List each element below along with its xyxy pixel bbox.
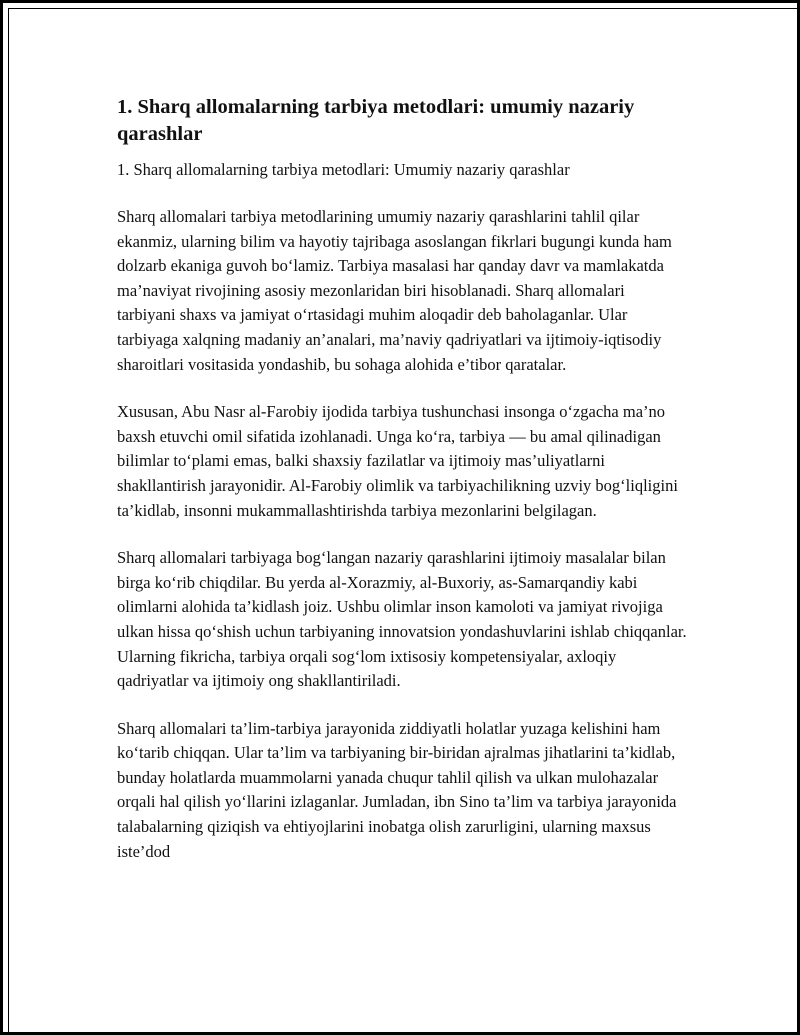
document-body xyxy=(117,94,687,864)
document-heading: 1. Sharq allomalarning tarbiya metodlari: umumiy nazariy qarashlar xyxy=(117,96,635,145)
paragraph-4: Sharq allomalari ta’lim-tarbiya jarayonida ziddiyatli holatlar yuzaga kelishini ham ko‘tarib chiqqan. Ular ta’lim va tarbiyaning bir-biridan ajralmas jihatlarini ta’kidlab, bunday holatlarda muammolarni yanada chuqur tahlil qilish va ulkan mulohazalar orqali hal qilish yo‘llarini izlaganlar. Jumladan, ibn Sino ta’lim va tarbiya jarayonida talabalarning qiziqish va ehtiyojlarini inobatga olish zarurligini, ularning maxsus iste’dod xyxy=(117,718,677,861)
paragraph-2: Xususan, Abu Nasr al-Farobiy ijodida tarbiya tushunchasi insonga o‘zgacha ma’no baxsh etuvchi omil sifatida izohlanadi. Unga ko‘ra, tarbiya — bu amal qilinadigan bilimlar to‘plami emas, balki shaxsiy fazilatlar va ijtimoiy mas’uliyatlarni shakllantirish jarayonidir. Al-Farobiy olimlik va tarbiyachilikning uzviy bog‘liqligini ta’kidlab, insonni mukammallashtirishda tarbiya mezonlarini belgilagan. xyxy=(117,402,678,520)
paragraph-1: Sharq allomalari tarbiya metodlarining umumiy nazariy qarashlarini tahlil qilar ekanmiz, ularning bilim va hayotiy tajribaga asoslangan fikrlari bugungi kunda ham dolzarb ekaniga guvoh bo‘lamiz. Tarbiya masalasi har qanday davr va mamlakatda ma’naviyat rivojining asosiy mezonlaridan biri hisoblanadi. Sharq allomalari tarbiyani shaxs va jamiyat o‘rtasidagi muhim aloqadir deb baholaganlar. Ular tarbiyaga xalqning madaniy an’analari, ma’naviy qadriyatlari va ijtimoiy-iqtisodiy sharoitlari vositasida yondashib, bu sohaga alohida e’tibor qaratalar. xyxy=(117,207,672,374)
document-subheading: 1. Sharq allomalarning tarbiya metodlari: Umumiy nazariy qarashlar xyxy=(117,160,570,179)
paragraph-3: Sharq allomalari tarbiyaga bog‘langan nazariy qarashlarini ijtimoiy masalalar bilan birga ko‘rib chiqdilar. Bu yerda al-Xorazmiy, al-Buxoriy, as-Samarqandiy kabi olimlarni alohida ta’kidlash joiz. Ushbu olimlar inson kamoloti va jamiyat rivojiga ulkan hissa qo‘shish uchun tarbiyaning innovatsion yondashuvlarini ishlab chiqqanlar. Ularning fikricha, tarbiya orqali sog‘lom ixtisosiy kompetensiyalar, axloqiy qadriyatlar va ijtimoiy ong shakllantiriladi. xyxy=(117,548,687,691)
